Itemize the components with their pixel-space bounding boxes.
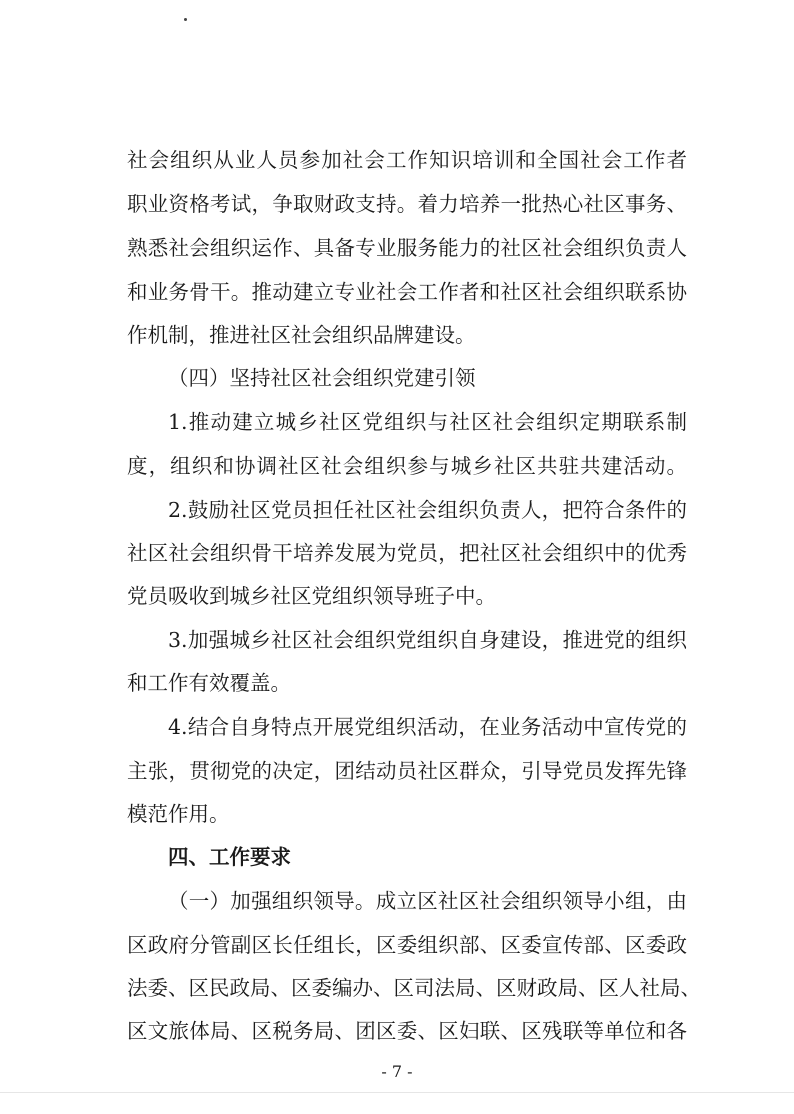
scan-edge — [0, 1092, 794, 1093]
text-line: 模范作用。 — [127, 802, 230, 826]
text-line: 熟悉社会组织运作、具备专业服务能力的社区社会组织负责人 — [127, 236, 687, 260]
text-line: 党员吸收到城乡社区党组织领导班子中。 — [127, 584, 496, 608]
page-number: - 7 - — [381, 1062, 413, 1081]
text-line: 2.鼓励社区党员担任社区社会组织负责人，把符合条件的 — [168, 498, 687, 522]
text-line: 法委、区民政局、区委编办、区司法局、区财政局、区人社局、 — [127, 976, 701, 1000]
text-line: 4.结合自身特点开展党组织活动，在业务活动中宣传党的 — [168, 715, 687, 739]
text-line: 主张，贯彻党的决定，团结动员社区群众，引导党员发挥先锋 — [127, 759, 687, 783]
chapter-heading: 四、工作要求 — [168, 845, 291, 869]
text-line: （一）加强组织领导。成立区社区社会组织领导小组，由 — [168, 889, 687, 913]
text-line: 3.加强城乡社区社会组织党组织自身建设，推进党的组织 — [168, 628, 687, 652]
text-line: 和业务骨干。推动建立专业社会工作者和社区社会组织联系协 — [127, 280, 687, 304]
scan-speck — [184, 18, 187, 21]
text-line: 度，组织和协调社区社会组织参与城乡社区共驻共建活动。 — [127, 454, 687, 478]
section-heading: （四）坚持社区社会组织党建引领 — [168, 366, 476, 390]
text-line: 区文旅体局、区税务局、团区委、区妇联、区残联等单位和各 — [127, 1019, 687, 1043]
text-line: 和工作有效覆盖。 — [127, 671, 291, 695]
text-line: 社区社会组织骨干培养发展为党员，把社区社会组织中的优秀 — [127, 541, 687, 565]
text-line: 1.推动建立城乡社区党组织与社区社会组织定期联系制 — [168, 410, 687, 434]
text-line: 社会组织从业人员参加社会工作知识培训和全国社会工作者 — [127, 148, 687, 172]
text-line: 区政府分管副区长任组长，区委组织部、区委宣传部、区委政 — [127, 933, 687, 957]
text-line: 作机制，推进社区社会组织品牌建设。 — [127, 323, 476, 347]
text-line: 职业资格考试，争取财政支持。着力培养一批热心社区事务、 — [127, 192, 687, 216]
